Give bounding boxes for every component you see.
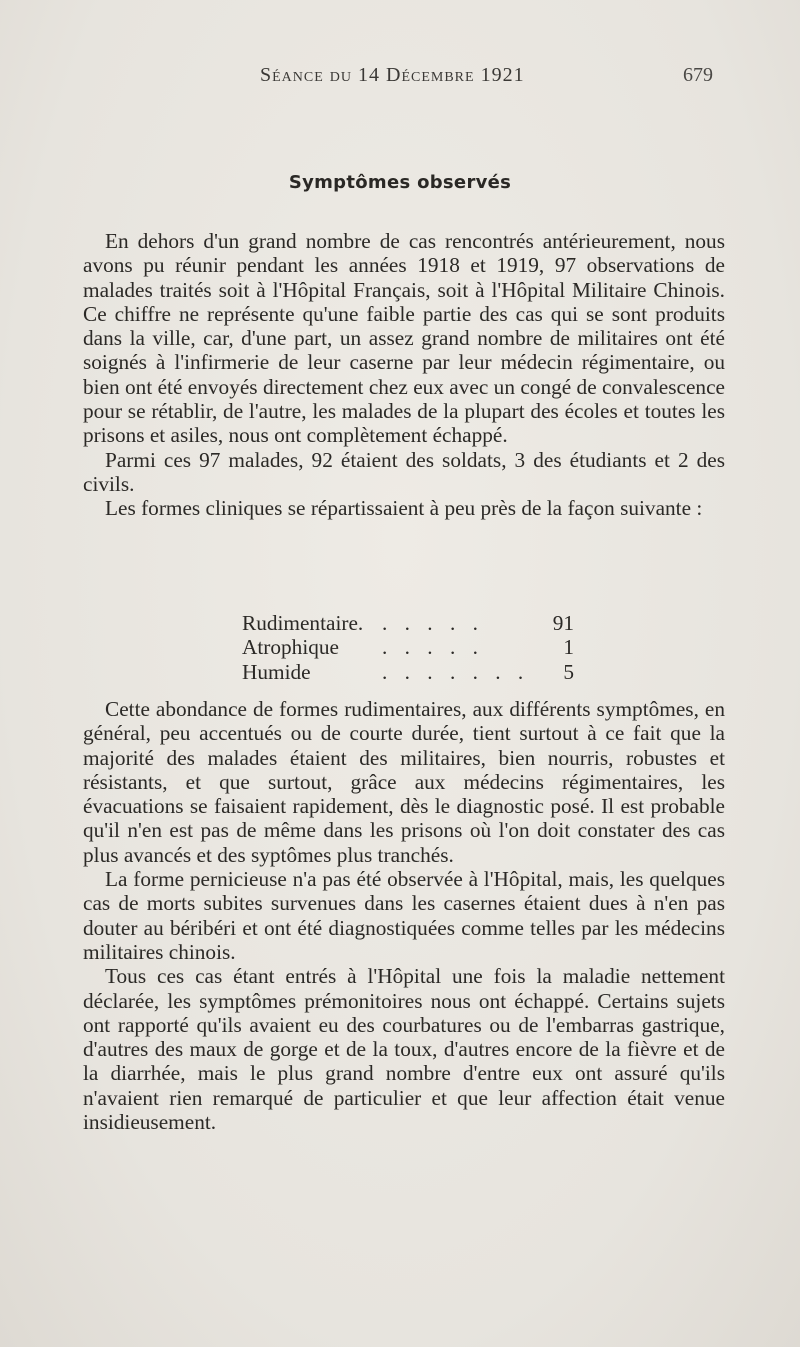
section-title: Symptômes observés — [288, 172, 512, 193]
paragraph: Les formes cliniques se répartissaient à peu près de la façon suivante : — [105, 496, 703, 521]
paragraph: En dehors d'un grand nombre de cas rencontrés antérieurement, nous avons pu réunir pendant les années 1918 et 1919, 97 observations de malades traités soit à l'Hôpital Français, soit à l'Hôpital Militaire Chinois. Ce chiffre ne représente qu'une faible partie des cas qui se sont produits dans la ville, car, d'une part, un assez grand nombre de militaires ont été soignés à l'infirmerie de leur caserne par leur médecin régimentaire, ou bien ont été envoyés directement chez eux avec un congé de convalescence pour se rétablir, de l'autre, les malades de la plupart des écoles et toutes les prisons et asiles, nous ont complètement échappé. — [83, 229, 725, 448]
text-block-intro — [83, 229, 725, 521]
leader-dots: . . . . . — [382, 635, 484, 660]
clinical-form-count: 1 — [563, 635, 574, 660]
clinical-form-count: 5 — [563, 659, 574, 684]
clinical-form-row — [242, 611, 582, 635]
paragraph: La forme pernicieuse n'a pas été observée à l'Hôpital, mais, les quelques cas de morts subites survenues dans les casernes étaient dues à n'en pas douter au béribéri et ont été diagnostiquées comme telles par les médecins militaires chinois. — [83, 867, 725, 964]
running-head — [0, 64, 800, 94]
clinical-form-row — [242, 660, 582, 684]
text-block-discussion — [83, 697, 725, 1134]
clinical-form-count: 91 — [552, 611, 574, 635]
paragraph: Parmi ces 97 malades, 92 étaient des soldats, 3 des étudiants et 2 des civils. — [83, 447, 725, 496]
paragraph: Tous ces cas étant entrés à l'Hôpital une fois la maladie nettement déclarée, les symptômes prémonitoires nous ont échappé. Certains sujets ont rapporté qu'ils avaient eu des courbatures ou de l'embarras gastrique, d'autres des maux de gorge et de la toux, d'autres encore de la fièvre et de la diarrhée, mais le plus grand nombre d'entre eux ont assuré qu'ils n'avaient rien remarqué de particulier et que leur affection était venue insidieusement. — [83, 964, 725, 1135]
clinical-form-label: Humide — [242, 659, 311, 684]
clinical-form-row — [242, 635, 582, 659]
leader-dots: . . . . . . . — [382, 659, 530, 684]
page-number: 679 — [683, 64, 713, 86]
paragraph: Cette abondance de formes rudimentaires, aux différents symptômes, en général, peu accentués ou de courte durée, tient surtout à ce fait que la majorité des malades étaient des militaires, bien nourris, robustes et résistants, et que surtout, grâce aux médecins régimentaires, les évacuations se faisaient rapidement, dès le diagnostic posé. Il est probable qu'il n'en est pas de même dans les prisons où l'on doit constater des cas plus avancés et des syptômes plus tranchés. — [83, 697, 725, 867]
clinical-forms-list — [242, 611, 582, 684]
leader-dots: . . . . . — [382, 611, 484, 635]
clinical-form-label: Atrophique — [242, 635, 340, 660]
clinical-form-label: Rudimentaire. — [242, 611, 364, 635]
running-title: Séance du 14 Décembre 1921 — [260, 64, 525, 86]
